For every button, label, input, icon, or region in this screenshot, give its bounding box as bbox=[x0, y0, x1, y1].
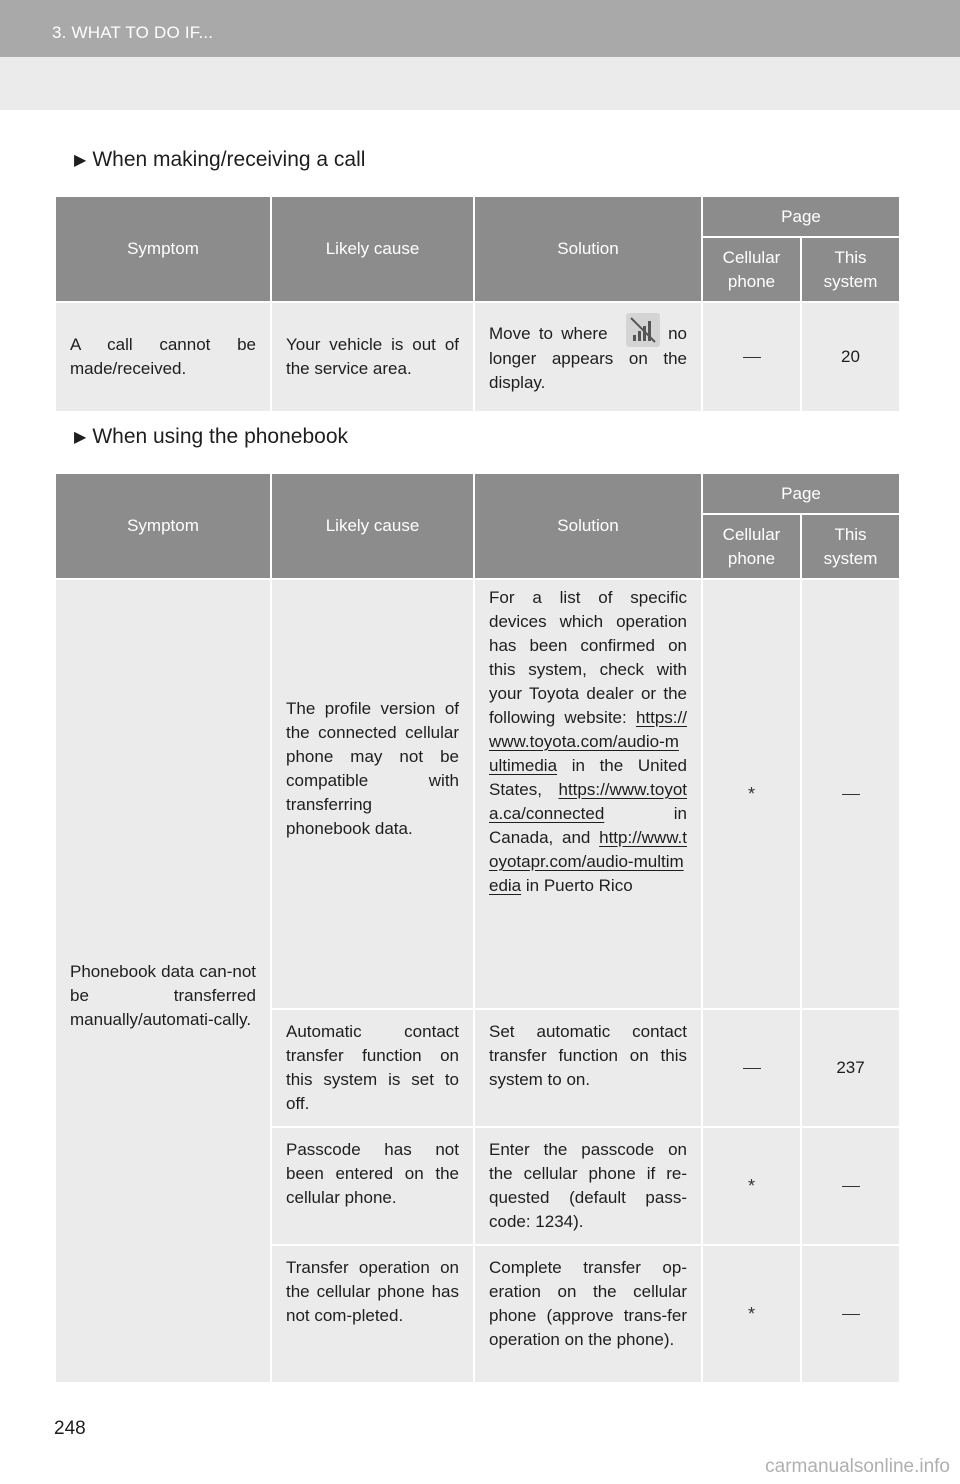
cause-cell: The profile version of the connected cellular phone may not be compatible with transferring phonebook data. bbox=[271, 579, 474, 1009]
header-page: Page bbox=[702, 473, 900, 514]
solution-cell: Set automatic contact transfer function on this system to on. bbox=[474, 1009, 702, 1127]
triangle-bullet-icon: ▶ bbox=[74, 152, 87, 169]
asterisk-mark: * bbox=[747, 1175, 755, 1196]
system-page-cell: 20 bbox=[801, 302, 900, 412]
system-page-cell bbox=[801, 579, 900, 1009]
table-row bbox=[55, 579, 900, 1009]
dash-mark bbox=[842, 794, 860, 795]
cellular-page-cell bbox=[702, 1127, 801, 1245]
system-page-cell bbox=[801, 1245, 900, 1383]
symptom-cell: A call cannot be made/received. bbox=[55, 302, 271, 412]
cause-cell: Your vehicle is out of the service area. bbox=[271, 302, 474, 412]
cause-cell: Transfer operation on the cellular phone has not com-pleted. bbox=[271, 1245, 474, 1383]
header-page: Page bbox=[702, 196, 900, 237]
header-cellular-phone: Cellular phone bbox=[702, 237, 801, 302]
no-signal-icon bbox=[626, 313, 660, 347]
cellular-page-cell bbox=[702, 1245, 801, 1383]
dash-mark bbox=[743, 357, 761, 358]
cause-cell: Automatic contact transfer function on this system is set to off. bbox=[271, 1009, 474, 1127]
header-this-system: This system bbox=[801, 514, 900, 579]
cellular-page-cell bbox=[702, 1009, 801, 1127]
dash-mark bbox=[842, 1314, 860, 1315]
link-toyota-ca[interactable]: https://www.toyota.ca/connected bbox=[489, 780, 687, 823]
solution-cell: Complete transfer op-eration on the cellular phone (approve trans-fer operation on the phone). bbox=[474, 1245, 702, 1383]
table-row bbox=[55, 302, 900, 412]
chapter-title: 3. WHAT TO DO IF... bbox=[0, 0, 960, 57]
solution-cell: Enter the passcode on the cellular phone if re-quested (default pass-code: 1234). bbox=[474, 1127, 702, 1245]
cellular-page-cell bbox=[702, 302, 801, 412]
header-symptom: Symptom bbox=[55, 473, 271, 579]
header-cellular-phone: Cellular phone bbox=[702, 514, 801, 579]
section-heading-phonebook: ▶ When using the phonebook bbox=[74, 425, 349, 448]
dash-mark bbox=[743, 1068, 761, 1069]
phonebook-trouble-table bbox=[54, 472, 901, 1384]
page-number: 248 bbox=[54, 1418, 86, 1439]
cause-cell: Passcode has not been entered on the cellular phone. bbox=[271, 1127, 474, 1245]
header-likely-cause: Likely cause bbox=[271, 473, 474, 579]
header-this-system: This system bbox=[801, 237, 900, 302]
system-page-cell bbox=[801, 1127, 900, 1245]
header-likely-cause: Likely cause bbox=[271, 196, 474, 302]
dash-mark bbox=[842, 1186, 860, 1187]
link-toyota-us[interactable]: https://www.toyota.com/audio-multimedia bbox=[489, 708, 687, 775]
symptom-cell: Phonebook data can-not be transferred manually/automati-cally. bbox=[55, 579, 271, 1383]
triangle-bullet-icon: ▶ bbox=[74, 429, 87, 446]
asterisk-mark: * bbox=[747, 1303, 755, 1324]
header-symptom: Symptom bbox=[55, 196, 271, 302]
asterisk-mark: * bbox=[747, 783, 755, 804]
header-solution: Solution bbox=[474, 473, 702, 579]
system-page-cell: 237 bbox=[801, 1009, 900, 1127]
solution-cell: Move to where no longer appears on the display. bbox=[474, 302, 702, 412]
cellular-page-cell bbox=[702, 579, 801, 1009]
watermark: carmanualsonline.info bbox=[765, 1456, 950, 1477]
call-trouble-table bbox=[54, 195, 901, 413]
header-solution: Solution bbox=[474, 196, 702, 302]
solution-cell: For a list of specific devices which operation has been confirmed on this system, check with your Toyota dealer or the following website: https://www.toyota.com/audio-multimedia in the United States, https://www.toyota.ca/connected in Canada, and http://www.toyotapr.com/audio-multimedia in Puerto Rico bbox=[474, 579, 702, 1009]
section-heading-call: ▶ When making/receiving a call bbox=[74, 148, 366, 171]
link-toyota-pr[interactable]: http://www.toyotapr.com/audio-multimedia bbox=[489, 828, 687, 895]
